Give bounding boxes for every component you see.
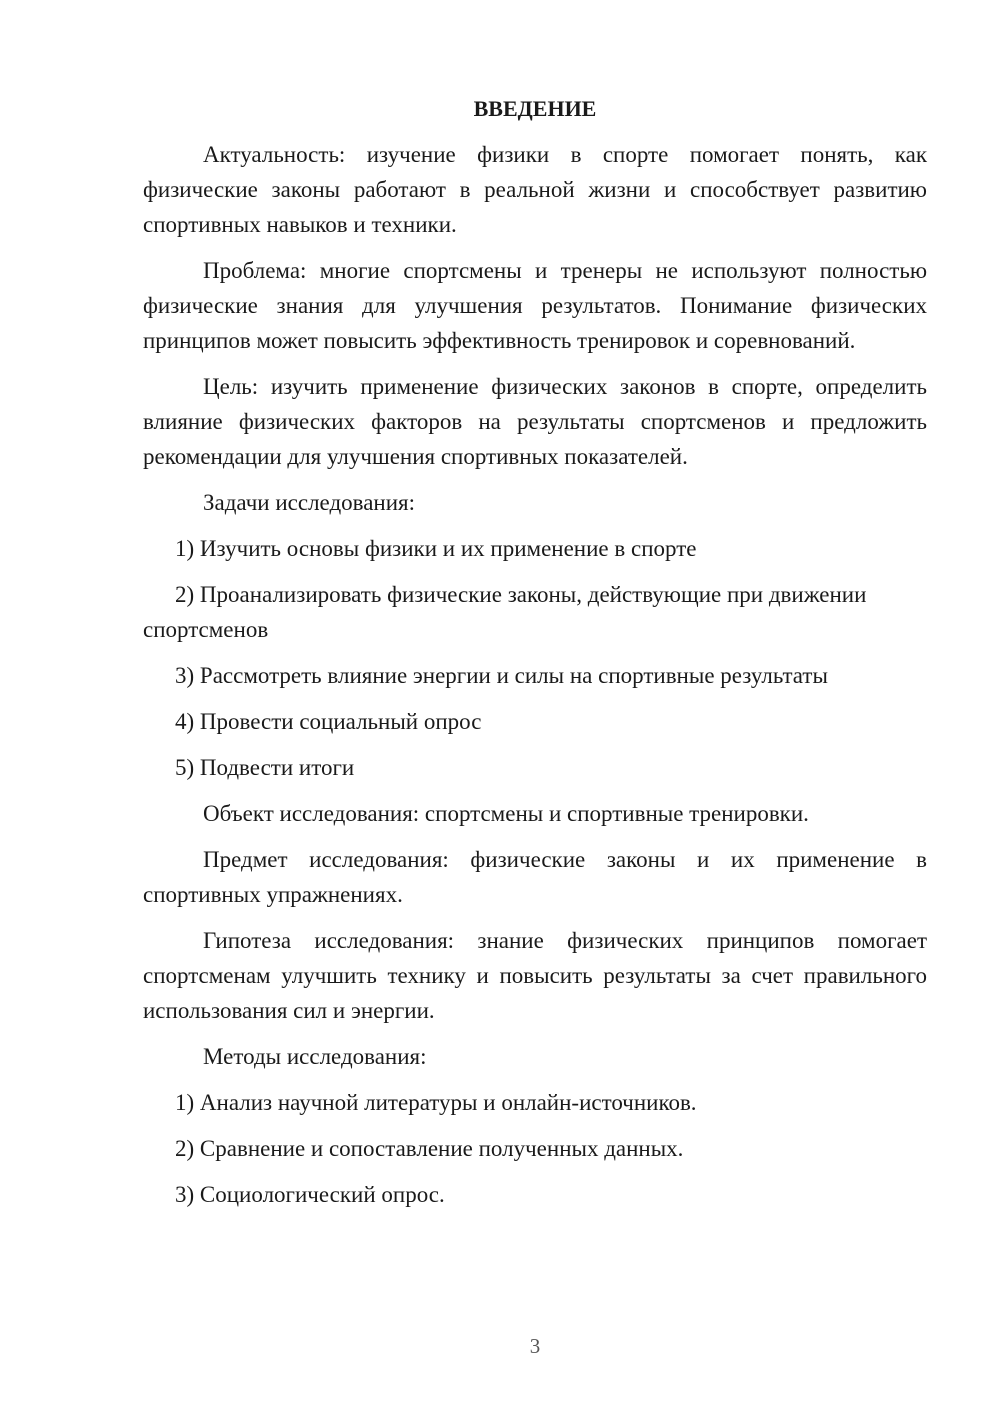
task-item: 3) Рассмотреть влияние энергии и силы на спортивные результаты (175, 663, 828, 688)
subject-paragraph: Предмет исследования: физические законы и их применение в спортивных упражнениях. (143, 847, 927, 907)
hypothesis-paragraph: Гипотеза исследования: знание физических принципов помогает спортсменам улучшить технику и повысить результаты за счет правильного использования сил и энергии. (143, 928, 927, 1023)
page-content (143, 94, 927, 1223)
tasks-heading: Задачи исследования: (203, 490, 416, 515)
task-item: 2) Проанализировать физические законы, действующие при движении спортсменов (143, 582, 867, 642)
method-item: 1) Анализ научной литературы и онлайн-источников. (175, 1090, 697, 1115)
method-item: 2) Сравнение и сопоставление полученных данных. (175, 1136, 684, 1161)
task-item: 4) Провести социальный опрос (175, 709, 482, 734)
page-number: 3 (529, 1334, 541, 1358)
relevance-paragraph: Актуальность: изучение физики в спорте помогает понять, как физические законы работают в реальной жизни и способствует развитию спортивных навыков и техники. (143, 142, 927, 237)
section-title: ВВЕДЕНИЕ (473, 96, 597, 121)
task-item: 1) Изучить основы физики и их применение в спорте (175, 536, 697, 561)
problem-paragraph: Проблема: многие спортсмены и тренеры не используют полностью физические знания для улучшения результатов. Понимание физических принципов может повысить эффективность тренировок и соревнований. (143, 258, 927, 353)
methods-heading: Методы исследования: (203, 1044, 427, 1069)
task-item: 5) Подвести итоги (175, 755, 355, 780)
object-paragraph: Объект исследования: спортсмены и спортивные тренировки. (203, 801, 809, 826)
method-item: 3) Социологический опрос. (175, 1182, 445, 1207)
goal-paragraph: Цель: изучить применение физических законов в спорте, определить влияние физических факторов на результаты спортсменов и предложить рекомендации для улучшения спортивных показателей. (143, 374, 927, 469)
